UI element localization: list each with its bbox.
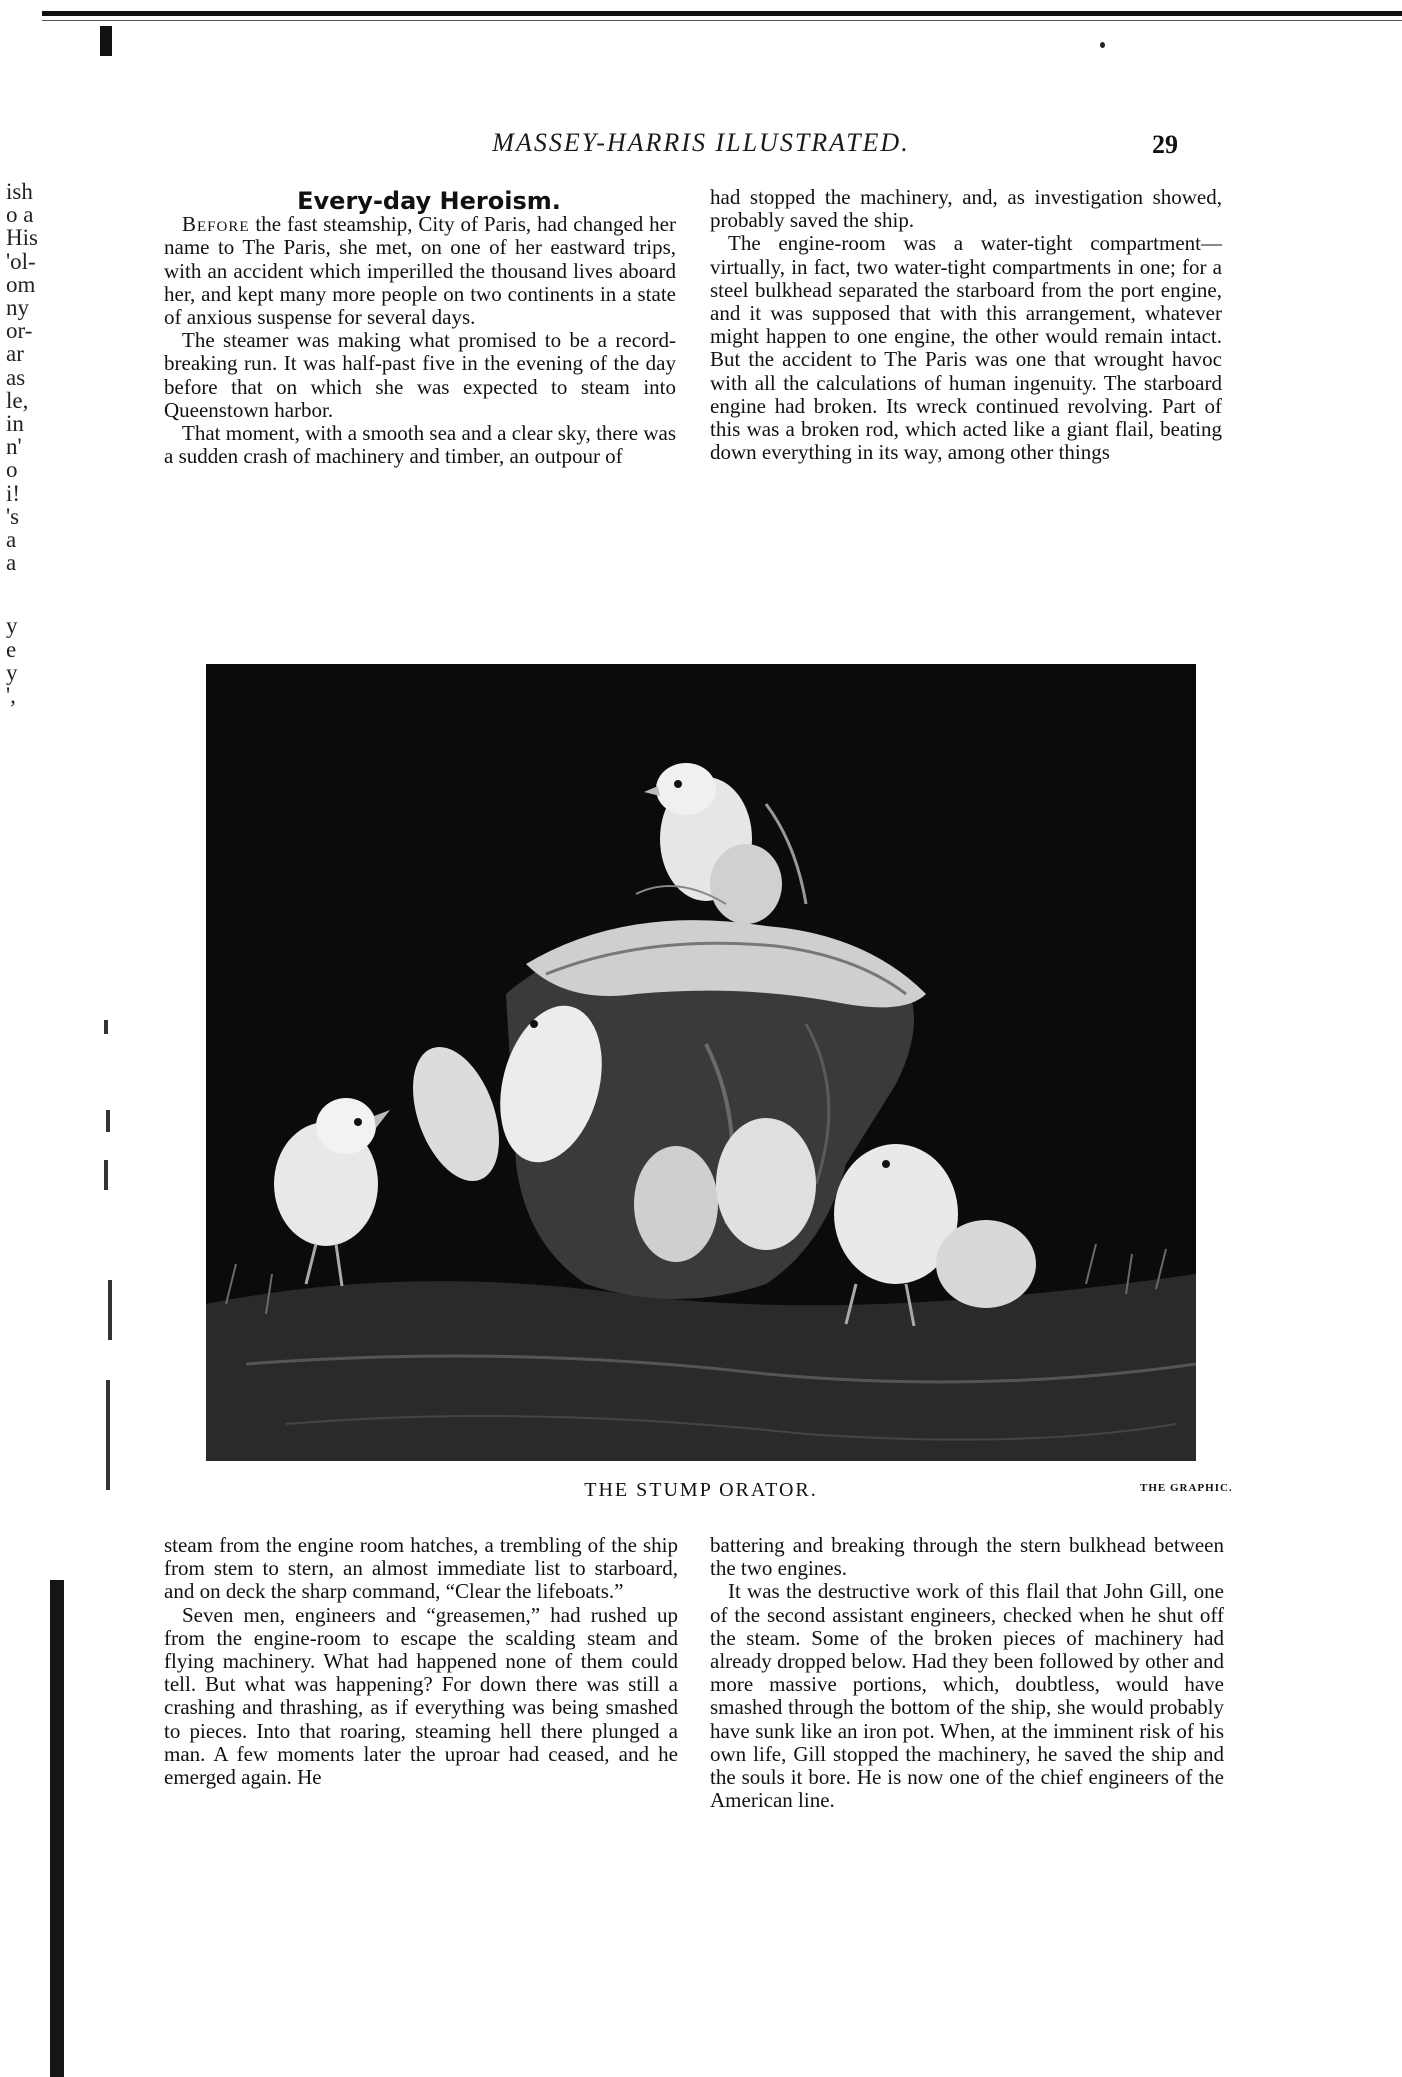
margin-fragment: ny [6, 295, 29, 321]
margin-fragment: ar [6, 341, 24, 367]
margin-fragment: a [6, 527, 17, 553]
margin-fragment: ', [6, 683, 16, 709]
print-speck [106, 1110, 110, 1132]
page-number: 29 [1152, 130, 1178, 159]
paragraph: had stopped the machinery, and, as investigation showed, probably saved the ship. [710, 185, 1222, 233]
corner-mark [100, 26, 112, 56]
margin-fragment: o a [6, 202, 34, 228]
print-speck [1100, 42, 1105, 48]
paragraph-text: the fast steamship, City of Paris, had changed her name to The Paris, she met, on one of her eastward trips, with an accident which imperilled the thousand lives aboard her, and kept many more people on two continents in a state of anxious suspense for several days. [164, 212, 676, 330]
opening-word: Before [182, 212, 250, 237]
print-speck [106, 1380, 110, 1490]
margin-fragment: o [6, 457, 18, 483]
margin-fragment: le, [6, 387, 29, 413]
figure-credit: THE GRAPHIC. [1140, 1482, 1233, 1494]
margin-fragment: y [6, 659, 18, 685]
figure-caption: THE STUMP ORATOR. [584, 1479, 818, 1501]
margin-fragment: e [6, 636, 17, 662]
margin-fragment: or- [6, 318, 33, 344]
margin-fragment: as [6, 364, 26, 390]
margin-fragment: n' [6, 434, 22, 460]
running-head: MASSEY-HARRIS ILLUSTRATED. [492, 128, 910, 157]
print-speck [104, 1020, 108, 1034]
binding-edge [50, 1580, 64, 2077]
top-rule-thin [42, 20, 1402, 21]
margin-fragment: i! [6, 480, 21, 506]
column-4 [710, 1534, 1224, 1812]
margin-fragment: ish [6, 179, 33, 204]
column-1 [164, 187, 676, 469]
paragraph: steam from the engine room hatches, a trembling of the ship from stem to stern, an almost immediate list to starboard, and on deck the sharp command, “Clear the lifeboats.” [164, 1533, 678, 1604]
paragraph: It was the destructive work of this flail that John Gill, one of the second assistant engineers, checked when he shut off the steam. Some of the broken pieces of machinery had already dropped below. Had they been followed by other and more massive portions, which, doubtless, would have smashed through the bottom of the ship, she would probably have sunk like an iron pot. When, at the imminent risk of his own life, Gill stopped the machinery, he saved the ship and the souls it bore. He is now one of the chief engineers of the American line. [710, 1579, 1224, 1813]
column-2 [710, 186, 1222, 464]
paragraph: battering and breaking through the stern bulkhead between the two engines. [710, 1533, 1224, 1581]
column-3 [164, 1534, 678, 1789]
margin-fragment: 'ol- [6, 248, 36, 274]
previous-page-bleed [6, 180, 46, 707]
paragraph: The engine-room was a water-tight compartment— virtually, in fact, two water-tight compartments in one; for a steel bulkhead separated the starboard from the port engine, and it was supposed that with this arrangement, whatever might happen to one engine, the other would remain intact. But the accident to The Paris was one that wrought havoc with all the calculations of human ingenuity. The starboard engine had broken. Its wreck continued revolving. Part of this was a broken rod, which acted like a giant flail, beating down everything in its way, among other things [710, 231, 1222, 465]
paragraph: Seven men, engineers and “greasemen,” had rushed up from the engine-room to escape the scalding steam and flying machinery. What had happened none of them could tell. But what was happening? For down there was still a crashing and thrashing, as if everything was being smashed to pieces. Into that roaring, steaming hell there plunged a man. A few moments later the uproar had ceased, and he emerged again. He [164, 1602, 678, 1790]
print-speck [104, 1160, 108, 1190]
margin-fragment: a [6, 550, 17, 576]
paragraph [164, 213, 676, 329]
paragraph: That moment, with a smooth sea and a clear sky, there was a sudden crash of machinery and timber, an outpour of [164, 421, 676, 469]
margin-fragment: in [6, 411, 24, 437]
article-title: Every-day Heroism. [297, 187, 561, 215]
print-speck [108, 1280, 112, 1340]
illustration-stump-orator [206, 664, 1196, 1461]
margin-fragment: om [6, 271, 36, 297]
margin-fragment: 's [6, 503, 20, 529]
margin-fragment: His [6, 225, 38, 251]
paragraph: The steamer was making what promised to be a record-breaking run. It was half-past five in the evening of the day before that on which she was expected to steam into Queenstown harbor. [164, 328, 676, 422]
top-rule [42, 11, 1402, 16]
margin-fragment: y [6, 613, 18, 639]
